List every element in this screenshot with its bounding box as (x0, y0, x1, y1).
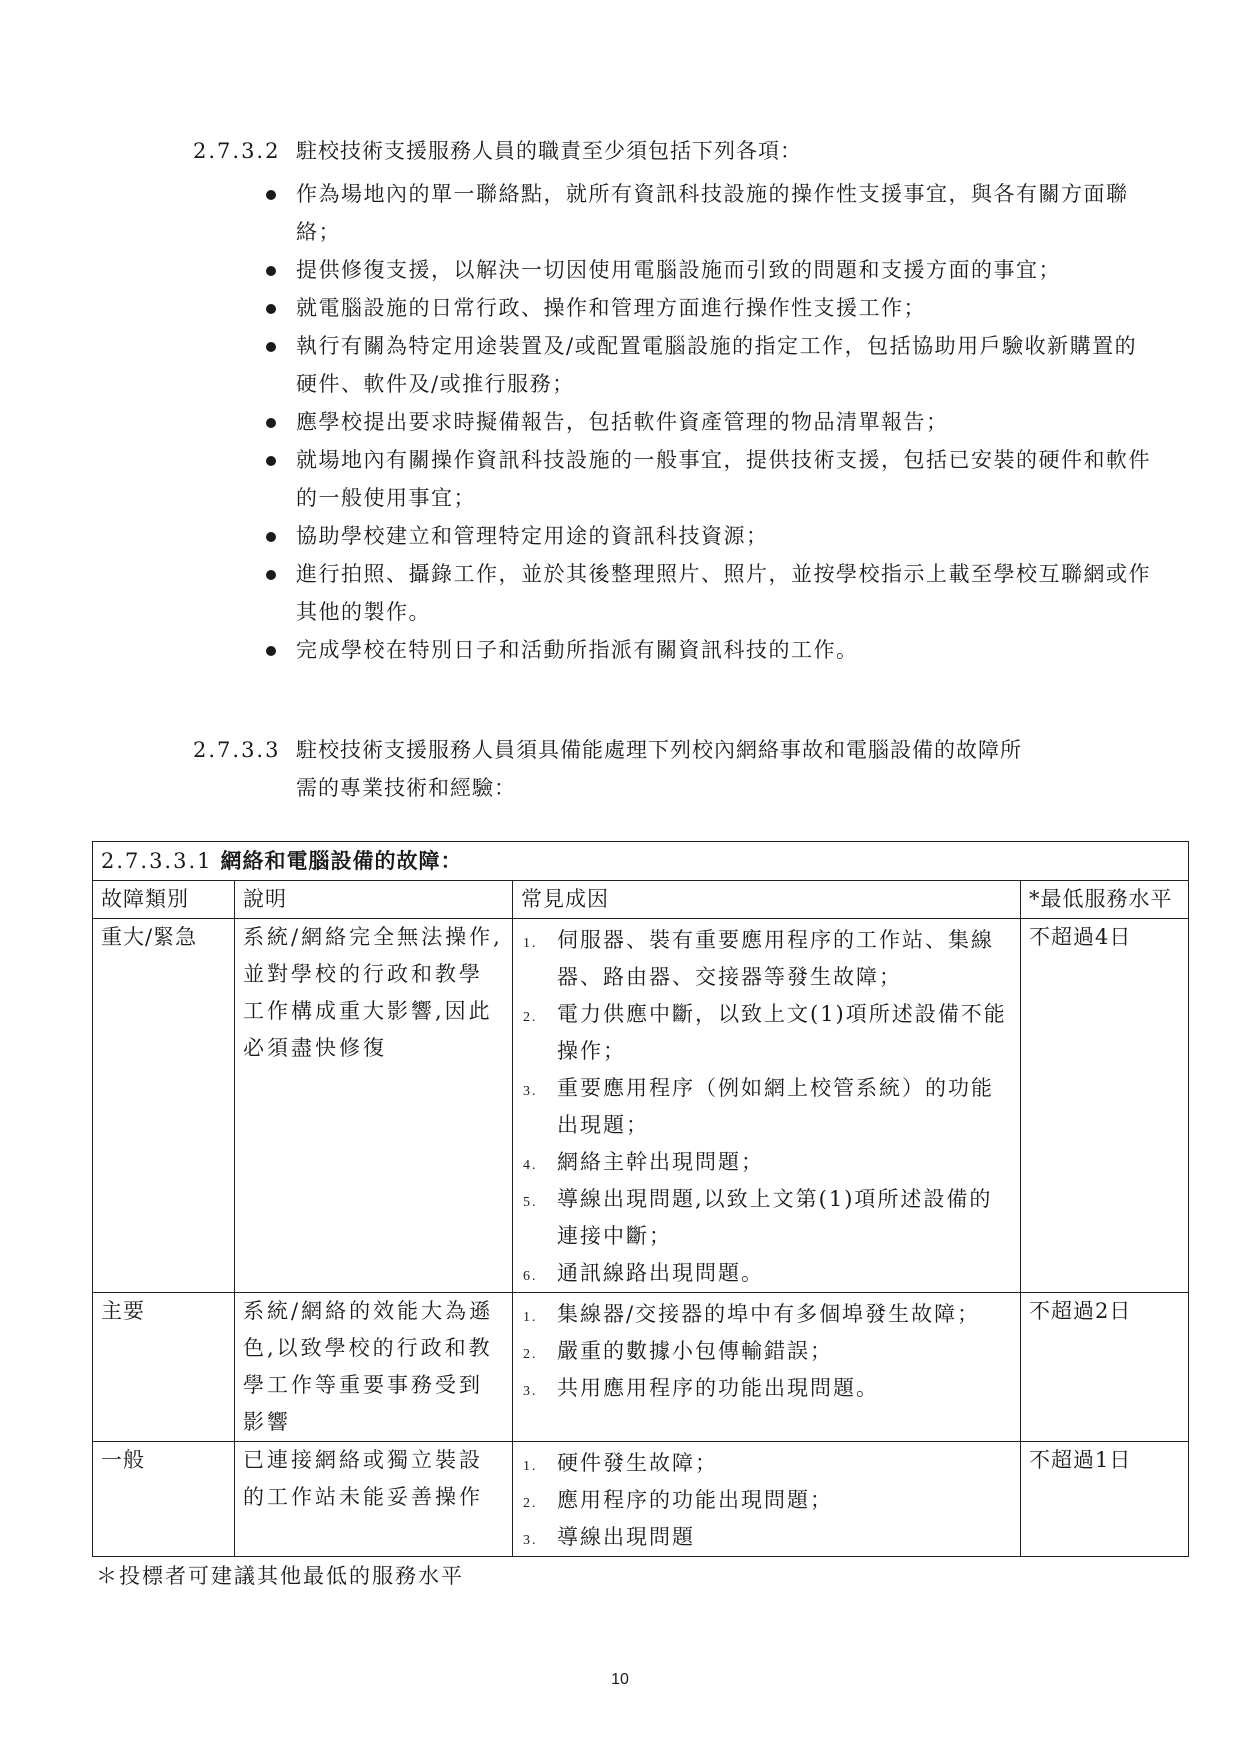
bullet-icon (266, 418, 276, 428)
cause-item: 2. 嚴重的數據小包傳輸錯誤； (523, 1339, 833, 1363)
cause-item: 3. 共用應用程序的功能出現問題。 (523, 1376, 879, 1400)
cause-item: 2. 電力供應中斷，以致上文(1)項所述設備不能操作； (523, 1002, 1007, 1063)
bullet-icon (266, 342, 276, 352)
cell-description: 系統/網絡完全無法操作,並對學校的行政和教學工作構成重大影響,因此必須盡快修復 (235, 919, 513, 1293)
cause-item: 2. 應用程序的功能出現問題； (523, 1488, 833, 1512)
cause-item: 4. 網絡主幹出現問題； (523, 1150, 764, 1174)
bullet-icon (266, 532, 276, 542)
table-title-text: 網絡和電腦設備的故障： (220, 848, 463, 873)
cell-service-level: 不超過2日 (1021, 1293, 1189, 1442)
cause-item: 3. 重要應用程序（例如網上校管系統）的功能出現題； (523, 1076, 994, 1137)
duty-item: 提供修復支援，以解決一切因使用電腦設施而引致的問題和支援方面的事宜； (296, 251, 1156, 289)
header-category: 故障類別 (93, 881, 235, 919)
table-header-row (93, 881, 1189, 919)
duty-item: 就電腦設施的日常行政、操作和管理方面進行操作性支援工作； (296, 289, 1156, 327)
cause-item: 6. 通訊線路出現問題。 (523, 1261, 764, 1285)
section-heading-2-7-3-3 (193, 735, 1022, 765)
cell-category: 重大/緊急 (93, 919, 235, 1293)
page-number: 10 (611, 1671, 629, 1688)
table-row (93, 1442, 1189, 1557)
cell-description: 已連接網絡或獨立裝設 的工作站未能妥善操作 (235, 1442, 513, 1557)
duty-item: 協助學校建立和管理特定用途的資訊科技資源； (296, 517, 1156, 555)
duty-item: 應學校提出要求時擬備報告，包括軟件資產管理的物品清單報告； (296, 403, 1156, 441)
section-title: 駐校技術支援服務人員的職責至少須包括下列各項： (296, 139, 802, 163)
bullet-icon (266, 646, 276, 656)
table-title-number: 2.7.3.3.1 (101, 849, 213, 873)
cause-item: 1. 集線器/交接器的埠中有多個埠發生故障； (523, 1302, 981, 1326)
cause-list (521, 1293, 1012, 1407)
cell-causes (513, 1293, 1021, 1442)
cell-description: 系統/網絡的效能大為遜色,以致學校的行政和教學工作等重要事務受到影響 (235, 1293, 513, 1442)
table-row (93, 1293, 1189, 1442)
section-number: 2.7.3.2 (193, 139, 281, 163)
duty-item: 作為場地內的單一聯絡點，就所有資訊科技設施的操作性支援事宜，與各有關方面聯絡； (296, 175, 1156, 251)
cell-causes (513, 1442, 1021, 1557)
section-number: 2.7.3.3 (193, 738, 281, 762)
cause-item: 1. 伺服器、裝有重要應用程序的工作站、集線器、路由器、交接器等發生故障； (523, 928, 994, 989)
cause-list (521, 919, 1012, 1292)
section-heading-2-7-3-2 (193, 136, 802, 166)
bullet-icon (266, 570, 276, 580)
cell-causes (513, 919, 1021, 1293)
duty-item: 進行拍照、攝錄工作，並於其後整理照片、照片，並按學校指示上載至學校互聯網或作其他的製作。 (296, 555, 1156, 631)
section-title-continued: 需的專業技術和經驗： (296, 776, 516, 800)
cell-category: 一般 (93, 1442, 235, 1557)
bullet-icon (266, 266, 276, 276)
header-description: 說明 (235, 881, 513, 919)
duties-list (296, 175, 1156, 669)
cell-service-level: 不超過1日 (1021, 1442, 1189, 1557)
header-service-level: *最低服務水平 (1021, 881, 1189, 919)
header-causes: 常見成因 (513, 881, 1021, 919)
bullet-icon (266, 456, 276, 466)
bullet-icon (266, 190, 276, 200)
cause-item: 5. 導線出現問題,以致上文第(1)項所述設備的連接中斷； (523, 1187, 993, 1248)
cause-item: 1. 硬件發生故障； (523, 1451, 718, 1475)
duty-item: 完成學校在特別日子和活動所指派有關資訊科技的工作。 (296, 631, 1156, 669)
table-title (93, 842, 1189, 881)
cell-service-level: 不超過4日 (1021, 919, 1189, 1293)
table-row (93, 919, 1189, 1293)
footnote: ＊投標者可建議其他最低的服務水平 (96, 1564, 464, 1588)
section-title: 駐校技術支援服務人員須具備能處理下列校內網絡事故和電腦設備的故障所 (296, 738, 1022, 762)
fault-table (92, 841, 1189, 1557)
cell-category: 主要 (93, 1293, 235, 1442)
cause-item: 3. 導線出現問題 (523, 1525, 695, 1549)
duty-item: 執行有關為特定用途裝置及/或配置電腦設施的指定工作，包括協助用戶驗收新購置的硬件、軟件及/或推行服務； (296, 327, 1156, 403)
duty-item: 就場地內有關操作資訊科技設施的一般事宜，提供技術支援，包括已安裝的硬件和軟件的一般使用事宜； (296, 441, 1156, 517)
cause-list (521, 1442, 1012, 1556)
bullet-icon (266, 304, 276, 314)
